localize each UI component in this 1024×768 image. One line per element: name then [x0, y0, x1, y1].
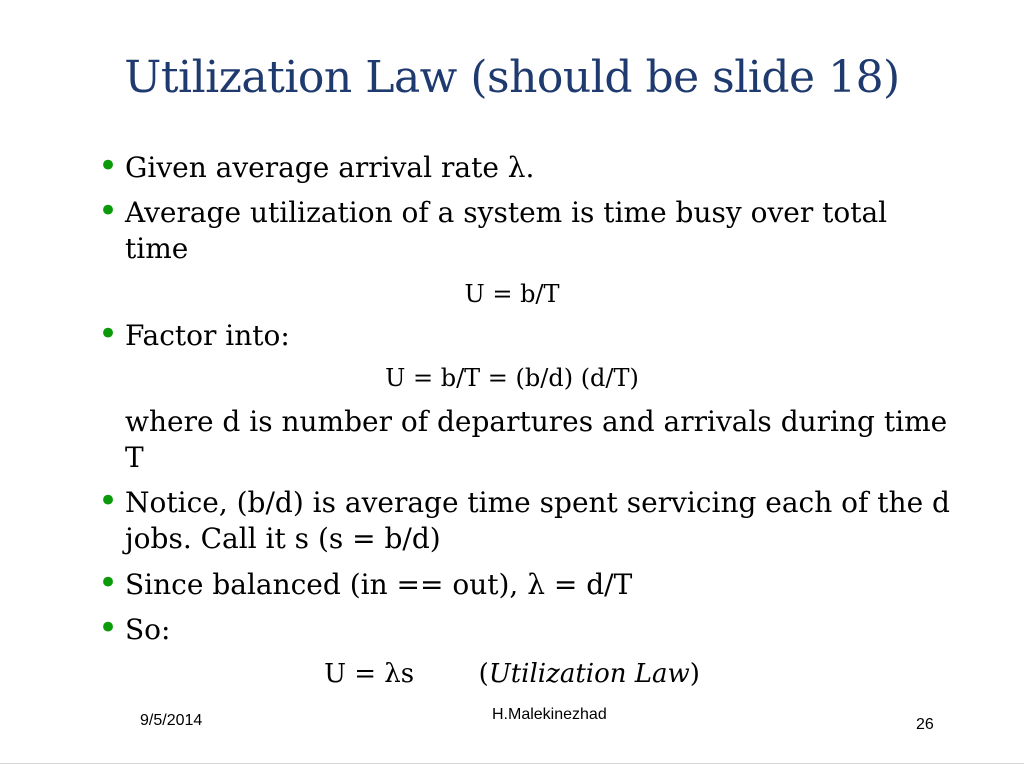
bullet-text-5: Since balanced (in == out), λ = d/T	[125, 568, 633, 601]
bullet-dot-icon: •	[97, 563, 119, 603]
bottom-divider	[0, 763, 1024, 764]
equation-3	[0, 658, 1024, 690]
slide-title: Utilization Law (should be slide 18)	[124, 52, 900, 103]
bullet-text-3: Factor into:	[125, 319, 290, 352]
continuation-text: where d is number of departures and arrivals during time T	[125, 405, 948, 474]
footer-page-number: 26	[916, 716, 934, 733]
bullet-dot-icon: •	[97, 314, 119, 354]
equation-3-close-paren: )	[689, 659, 700, 689]
bullet-text-6: So:	[125, 613, 171, 646]
bullet-text-1: Given average arrival rate λ.	[125, 151, 535, 184]
bullet-text-4: Notice, (b/d) is average time spent servicing each of the d jobs. Call it s (s = b/d)	[125, 486, 950, 555]
bullet-dot-icon: •	[97, 481, 119, 521]
bullet-dot-icon: •	[97, 146, 119, 186]
equation-2: U = b/T = (b/d) (d/T)	[385, 364, 639, 392]
bullet-dot-icon: •	[97, 608, 119, 648]
bullet-text-2: Average utilization of a system is time busy over total time	[125, 196, 888, 265]
equation-3-open-paren: (	[478, 659, 489, 689]
bullet-dot-icon: •	[97, 191, 119, 231]
footer-author: H.Malekinezhad	[492, 706, 607, 723]
footer-date: 9/5/2014	[140, 712, 203, 729]
equation-3-formula: U = λs	[324, 659, 415, 689]
equation-3-label: Utilization Law	[488, 659, 690, 689]
equation-1: U = b/T	[464, 280, 560, 308]
